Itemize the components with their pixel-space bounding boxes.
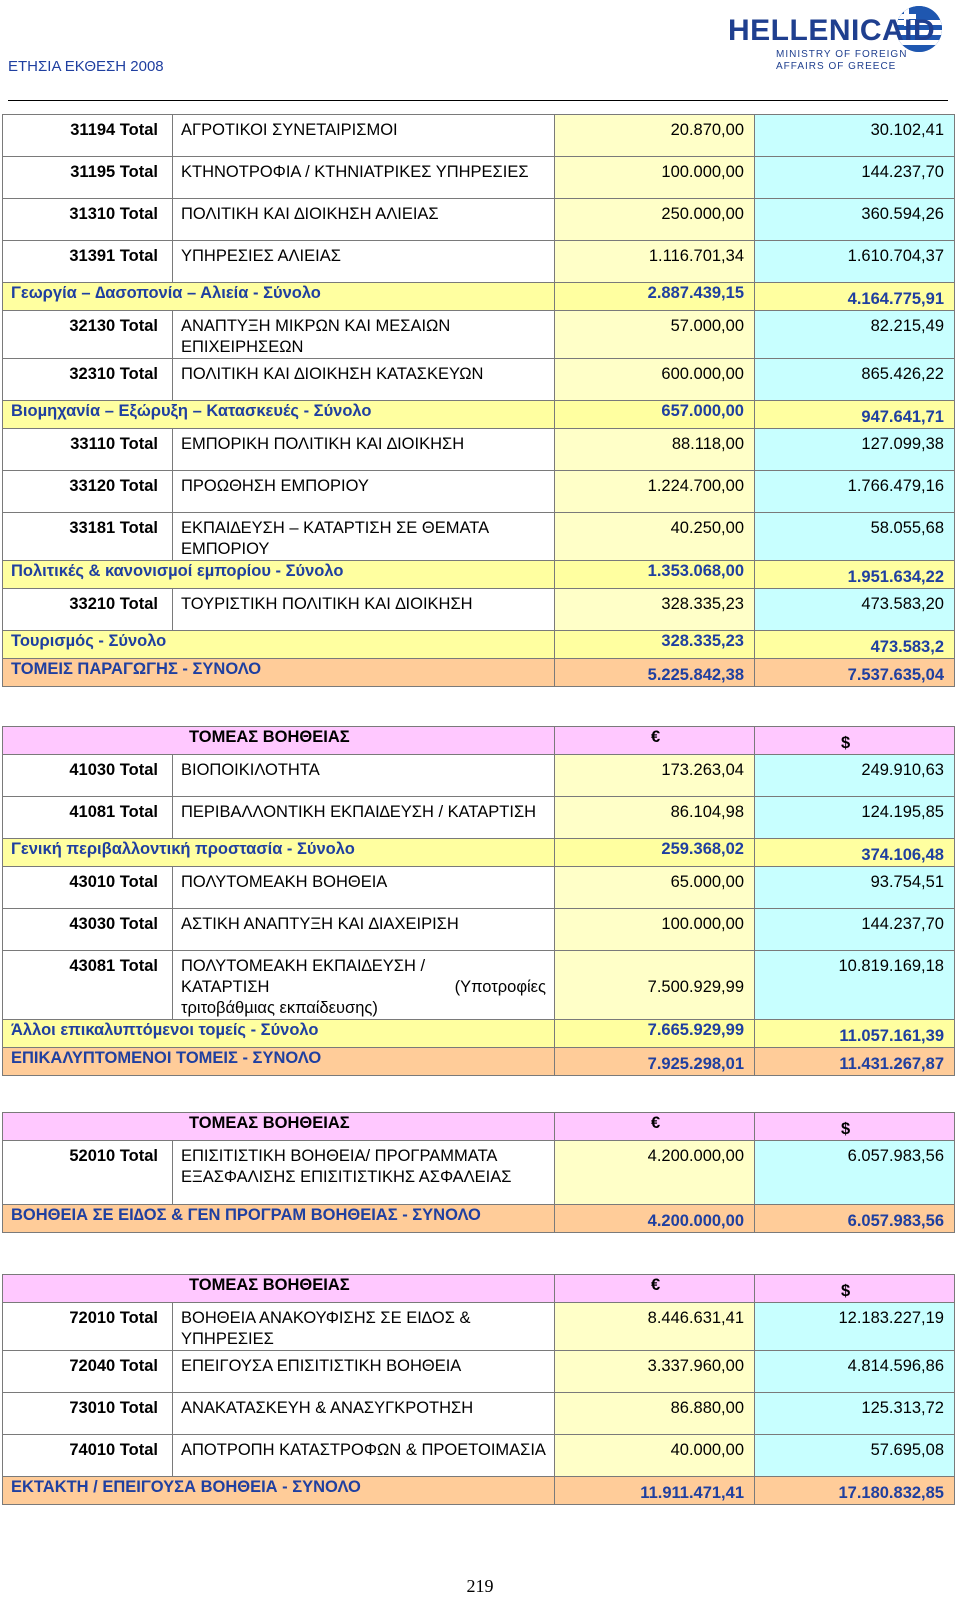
sector-code: 33110 Total <box>3 429 173 471</box>
amount-euro <box>555 1048 755 1076</box>
amount-usd-value: 473.583,2 <box>870 638 944 656</box>
sector-description <box>173 951 555 1020</box>
sector-description: ΠΟΛΙΤΙΚΗ ΚΑΙ ∆ΙΟΙΚΗΣΗ ΚΑΤΑΣΚΕΥΩΝ <box>173 359 555 401</box>
sector-code: 41030 Total <box>3 755 173 797</box>
table-row <box>3 1303 955 1351</box>
amount-euro-value: 657.000,00 <box>661 402 744 420</box>
sector-code: 33210 Total <box>3 589 173 631</box>
amount-euro-value: 5.225.842,38 <box>647 666 744 684</box>
amount-euro: 40.000,00 <box>555 1435 755 1477</box>
description-line <box>181 977 546 998</box>
subtotal-label: Τουρισµός - Σύνολο <box>3 631 555 659</box>
header-rule <box>8 100 948 101</box>
total-row <box>3 1477 955 1505</box>
sector-code: 31391 Total <box>3 241 173 283</box>
sector-description: ΠΟΛΥΤΟΜΕΑΚΗ ΒΟΗΘΕΙΑ <box>173 867 555 909</box>
table-header-row <box>3 1113 955 1141</box>
amount-euro <box>555 561 755 589</box>
amount-usd-value: 4.164.775,91 <box>847 290 944 308</box>
amount-euro: 86.880,00 <box>555 1393 755 1435</box>
sector-code: 72010 Total <box>3 1303 173 1351</box>
amount-usd-value: 7.537.635,04 <box>847 666 944 684</box>
subtotal-label: Άλλοι επικαλυπτόµενοι τοµείς - Σύνολο <box>3 1020 555 1048</box>
description-line: ΠΟΛΥΤΟΜΕΑΚΗ ΕΚΠΑΙ∆ΕΥΣΗ / <box>181 957 426 975</box>
amount-usd: 10.819.169,18 <box>755 951 955 1020</box>
total-label: ΒΟΗΘΕΙΑ ΣΕ ΕΙ∆ΟΣ & ΓΕΝ ΠΡΟΓΡΑΜ ΒΟΗΘΕΙΑΣ - ΣΥΝΟΛΟ <box>3 1205 555 1233</box>
amount-euro: 20.870,00 <box>555 115 755 157</box>
sector-description: ΠΟΛΙΤΙΚΗ ΚΑΙ ∆ΙΟΙΚΗΣΗ ΑΛΙΕΙΑΣ <box>173 199 555 241</box>
amount-euro: 40.250,00 <box>555 513 755 561</box>
table-row <box>3 1351 955 1393</box>
table-row <box>3 951 955 1020</box>
table-row <box>3 589 955 631</box>
amount-usd-value: 374.106,48 <box>861 846 944 864</box>
amount-euro: 173.263,04 <box>555 755 755 797</box>
amount-euro: 8.446.631,41 <box>555 1303 755 1351</box>
sector-description: ΑΠΟΤΡΟΠΗ ΚΑΤΑΣΤΡΟΦΩΝ & ΠΡΟΕΤΟΙΜΑΣΙΑ <box>173 1435 555 1477</box>
subtotal-row <box>3 1020 955 1048</box>
amount-euro <box>555 951 755 1020</box>
amount-usd: 144.237,70 <box>755 157 955 199</box>
sector-description: ΠΕΡΙΒΑΛΛΟΝΤΙΚΗ ΕΚΠΑΙ∆ΕΥΣΗ / ΚΑΤΑΡΤΙΣΗ <box>173 797 555 839</box>
amount-usd <box>755 1020 955 1048</box>
amount-euro-value: 328.335,23 <box>661 632 744 650</box>
sector-code: 73010 Total <box>3 1393 173 1435</box>
amount-usd: 473.583,20 <box>755 589 955 631</box>
sector-description: ΠΡΟΩΘΗΣΗ ΕΜΠΟΡΙΟΥ <box>173 471 555 513</box>
table-row <box>3 199 955 241</box>
amount-usd: 58.055,68 <box>755 513 955 561</box>
amount-usd: 144.237,70 <box>755 909 955 951</box>
sector-description: ΕΜΠΟΡΙΚΗ ΠΟΛΙΤΙΚΗ ΚΑΙ ∆ΙΟΙΚΗΣΗ <box>173 429 555 471</box>
header-sector-label: ΤΟΜΕΑΣ ΒΟΗΘΕΙΑΣ <box>3 1275 555 1303</box>
amount-usd-value: 1.951.634,22 <box>847 568 944 586</box>
amount-euro: 65.000,00 <box>555 867 755 909</box>
amount-euro <box>555 659 755 687</box>
total-row <box>3 1205 955 1233</box>
amount-usd-value: 6.057.983,56 <box>847 1212 944 1230</box>
sector-description: ΕΠΕΙΓΟΥΣΑ ΕΠΙΣΙΤΙΣΤΙΚΗ ΒΟΗΘΕΙΑ <box>173 1351 555 1393</box>
amount-usd: 125.313,72 <box>755 1393 955 1435</box>
sector-code: 33181 Total <box>3 513 173 561</box>
amount-euro: 328.335,23 <box>555 589 755 631</box>
subtotal-row <box>3 283 955 311</box>
total-label: ΕΚΤΑΚΤΗ / ΕΠΕΙΓΟΥΣΑ ΒΟΗΘΕΙΑ - ΣΥΝΟΛΟ <box>3 1477 555 1505</box>
subtotal-row <box>3 631 955 659</box>
subtotal-label: Πολιτικές & κανονισµοί εµπορίου - Σύνολο <box>3 561 555 589</box>
table-row <box>3 513 955 561</box>
sector-code: 32310 Total <box>3 359 173 401</box>
amount-usd: 6.057.983,56 <box>755 1141 955 1205</box>
amount-euro-value: 259.368,02 <box>661 840 744 858</box>
amount-usd: 1.610.704,37 <box>755 241 955 283</box>
amount-usd: 865.426,22 <box>755 359 955 401</box>
table-header-row <box>3 1275 955 1303</box>
table-header-row <box>3 727 955 755</box>
amount-usd-value: 947.641,71 <box>861 408 944 426</box>
sector-description: ΑΝΑΚΑΤΑΣΚΕΥΗ & ΑΝΑΣΥΓΚΡΟΤΗΣΗ <box>173 1393 555 1435</box>
amount-euro-value: 7.925.298,01 <box>647 1055 744 1073</box>
description-fragment: ΚΑΤΑΡΤΙΣΗ <box>181 978 270 996</box>
sector-code: 33120 Total <box>3 471 173 513</box>
amount-usd <box>755 631 955 659</box>
sector-table-emergency <box>2 1274 955 1505</box>
sector-description: ΥΠΗΡΕΣΙΕΣ ΑΛΙΕΙΑΣ <box>173 241 555 283</box>
subtotal-row <box>3 401 955 429</box>
table-row <box>3 909 955 951</box>
table-row <box>3 429 955 471</box>
header-euro-symbol: € <box>555 1113 755 1141</box>
header-euro-symbol: € <box>555 727 755 755</box>
amount-euro: 57.000,00 <box>555 311 755 359</box>
amount-euro-value: 2.887.439,15 <box>647 284 744 302</box>
sector-description: ΒΟΗΘΕΙΑ ΑΝΑΚΟΥΦΙΣΗΣ ΣΕ ΕΙ∆ΟΣ & ΥΠΗΡΕΣΙΕΣ <box>173 1303 555 1351</box>
sector-code: 31310 Total <box>3 199 173 241</box>
sector-code: 43081 Total <box>3 951 173 1020</box>
sector-description: ΑΝΑΠΤΥΞΗ ΜΙΚΡΩΝ ΚΑΙ ΜΕΣΑΙΩΝ ΕΠΙΧΕΙΡΗΣΕΩΝ <box>173 311 555 359</box>
sector-code: 43030 Total <box>3 909 173 951</box>
amount-usd <box>755 1477 955 1505</box>
sector-description: ΑΣΤΙΚΗ ΑΝΑΠΤΥΞΗ ΚΑΙ ∆ΙΑΧΕΙΡΙΣΗ <box>173 909 555 951</box>
amount-euro-value: 7.500.929,99 <box>647 978 744 996</box>
amount-euro <box>555 839 755 867</box>
logo-wordmark: HELLENICAID <box>728 14 936 47</box>
amount-euro-value: 7.665.929,99 <box>647 1021 744 1039</box>
header-dollar-symbol: $ <box>755 1275 955 1303</box>
amount-usd: 82.215,49 <box>755 311 955 359</box>
table-row <box>3 359 955 401</box>
table-row <box>3 471 955 513</box>
subtotal-row <box>3 561 955 589</box>
total-row <box>3 1048 955 1076</box>
sector-code: 32130 Total <box>3 311 173 359</box>
amount-euro: 600.000,00 <box>555 359 755 401</box>
sector-code: 52010 Total <box>3 1141 173 1205</box>
amount-euro <box>555 283 755 311</box>
amount-euro: 1.224.700,00 <box>555 471 755 513</box>
description-line: τριτοβάθµιας εκπαίδευσης) <box>181 999 378 1017</box>
amount-usd <box>755 561 955 589</box>
sector-table-food-aid <box>2 1112 955 1233</box>
sector-table-production <box>2 114 955 687</box>
amount-usd <box>755 401 955 429</box>
total-label: ΤΟΜΕΙΣ ΠΑΡΑΓΩΓΗΣ - ΣΥΝΟΛΟ <box>3 659 555 687</box>
sector-description: ΚΤΗΝΟΤΡΟΦΙΑ / ΚΤΗΝΙΑΤΡΙΚΕΣ ΥΠΗΡΕΣΙΕΣ <box>173 157 555 199</box>
sector-description: ΤΟΥΡΙΣΤΙΚΗ ΠΟΛΙΤΙΚΗ ΚΑΙ ∆ΙΟΙΚΗΣΗ <box>173 589 555 631</box>
amount-usd <box>755 659 955 687</box>
amount-usd: 360.594,26 <box>755 199 955 241</box>
table-row <box>3 157 955 199</box>
table-row <box>3 241 955 283</box>
amount-usd-value: 11.431.267,87 <box>839 1055 944 1073</box>
table-row <box>3 867 955 909</box>
logo-subtitle-line2: AFFAIRS OF GREECE <box>776 61 897 72</box>
subtotal-label: Γεωργία – ∆ασοπονία – Αλιεία - Σύνολο <box>3 283 555 311</box>
amount-euro <box>555 1477 755 1505</box>
amount-euro: 4.200.000,00 <box>555 1141 755 1205</box>
amount-usd-value: 11.057.161,39 <box>839 1027 944 1045</box>
table-row <box>3 797 955 839</box>
amount-euro: 86.104,98 <box>555 797 755 839</box>
sector-description: ΒΙΟΠΟΙΚΙΛΟΤΗΤΑ <box>173 755 555 797</box>
amount-euro <box>555 631 755 659</box>
table-row <box>3 115 955 157</box>
amount-euro: 1.116.701,34 <box>555 241 755 283</box>
amount-usd-value: 17.180.832,85 <box>838 1484 944 1502</box>
sector-code: 72040 Total <box>3 1351 173 1393</box>
sector-code: 74010 Total <box>3 1435 173 1477</box>
amount-usd: 127.099,38 <box>755 429 955 471</box>
subtotal-row <box>3 839 955 867</box>
amount-euro-value: 4.200.000,00 <box>647 1212 744 1230</box>
amount-euro-value: 1.353.068,00 <box>647 562 744 580</box>
amount-euro: 250.000,00 <box>555 199 755 241</box>
header-dollar-symbol: $ <box>755 1113 955 1141</box>
sector-description: ΑΓΡΟΤΙΚΟΙ ΣΥΝΕΤΑΙΡΙΣΜΟΙ <box>173 115 555 157</box>
amount-usd: 93.754,51 <box>755 867 955 909</box>
amount-usd: 4.814.596,86 <box>755 1351 955 1393</box>
amount-usd: 57.695,08 <box>755 1435 955 1477</box>
amount-usd: 30.102,41 <box>755 115 955 157</box>
amount-usd <box>755 283 955 311</box>
amount-euro: 100.000,00 <box>555 909 755 951</box>
subtotal-label: Γενική περιβαλλοντική προστασία - Σύνολο <box>3 839 555 867</box>
hellenicaid-logo <box>728 6 952 92</box>
report-title: ΕΤΗΣΙΑ ΕΚΘΕΣΗ 2008 <box>8 58 164 75</box>
table-row <box>3 1435 955 1477</box>
amount-usd: 1.766.479,16 <box>755 471 955 513</box>
sector-code: 31195 Total <box>3 157 173 199</box>
subtotal-label: Βιοµηχανία – Εξώρυξη – Κατασκευές - Σύνολο <box>3 401 555 429</box>
amount-usd: 12.183.227,19 <box>755 1303 955 1351</box>
sector-description: ΕΚΠΑΙ∆ΕΥΣΗ – ΚΑΤΑΡΤΙΣΗ ΣΕ ΘΕΜΑΤΑ ΕΜΠΟΡΙΟΥ <box>173 513 555 561</box>
logo-subtitle-line1: MINISTRY OF FOREIGN <box>776 49 908 60</box>
amount-usd: 124.195,85 <box>755 797 955 839</box>
page-number: 219 <box>466 1576 494 1596</box>
header-dollar-symbol: $ <box>755 727 955 755</box>
total-row <box>3 659 955 687</box>
sector-code: 43010 Total <box>3 867 173 909</box>
header-euro-symbol: € <box>555 1275 755 1303</box>
amount-usd <box>755 1205 955 1233</box>
amount-euro <box>555 401 755 429</box>
sector-code: 41081 Total <box>3 797 173 839</box>
amount-euro <box>555 1205 755 1233</box>
amount-usd: 249.910,63 <box>755 755 955 797</box>
amount-euro: 88.118,00 <box>555 429 755 471</box>
amount-euro <box>555 1020 755 1048</box>
table-row <box>3 755 955 797</box>
sector-description: ΕΠΙΣΙΤΙΣΤΙΚΗ ΒΟΗΘΕΙΑ/ ΠΡΟΓΡΑΜΜΑΤΑ ΕΞΑΣΦΑΛΙΣΗΣ ΕΠΙΣΙΤΙΣΤΙΚΗΣ ΑΣΦΑΛΕΙΑΣ <box>173 1141 555 1205</box>
sector-table-crosscutting <box>2 726 955 1076</box>
header-sector-label: ΤΟΜΕΑΣ ΒΟΗΘΕΙΑΣ <box>3 727 555 755</box>
table-row <box>3 311 955 359</box>
description-fragment: (Υποτροφίες <box>454 978 546 996</box>
table-row <box>3 1141 955 1205</box>
header-sector-label: ΤΟΜΕΑΣ ΒΟΗΘΕΙΑΣ <box>3 1113 555 1141</box>
amount-euro: 100.000,00 <box>555 157 755 199</box>
amount-euro: 3.337.960,00 <box>555 1351 755 1393</box>
amount-usd <box>755 1048 955 1076</box>
amount-euro-value: 11.911.471,41 <box>640 1484 744 1502</box>
table-row <box>3 1393 955 1435</box>
sector-code: 31194 Total <box>3 115 173 157</box>
total-label: ΕΠΙΚΑΛΥΠΤΟΜΕΝΟΙ ΤΟΜΕΙΣ - ΣΥΝΟΛΟ <box>3 1048 555 1076</box>
amount-usd <box>755 839 955 867</box>
